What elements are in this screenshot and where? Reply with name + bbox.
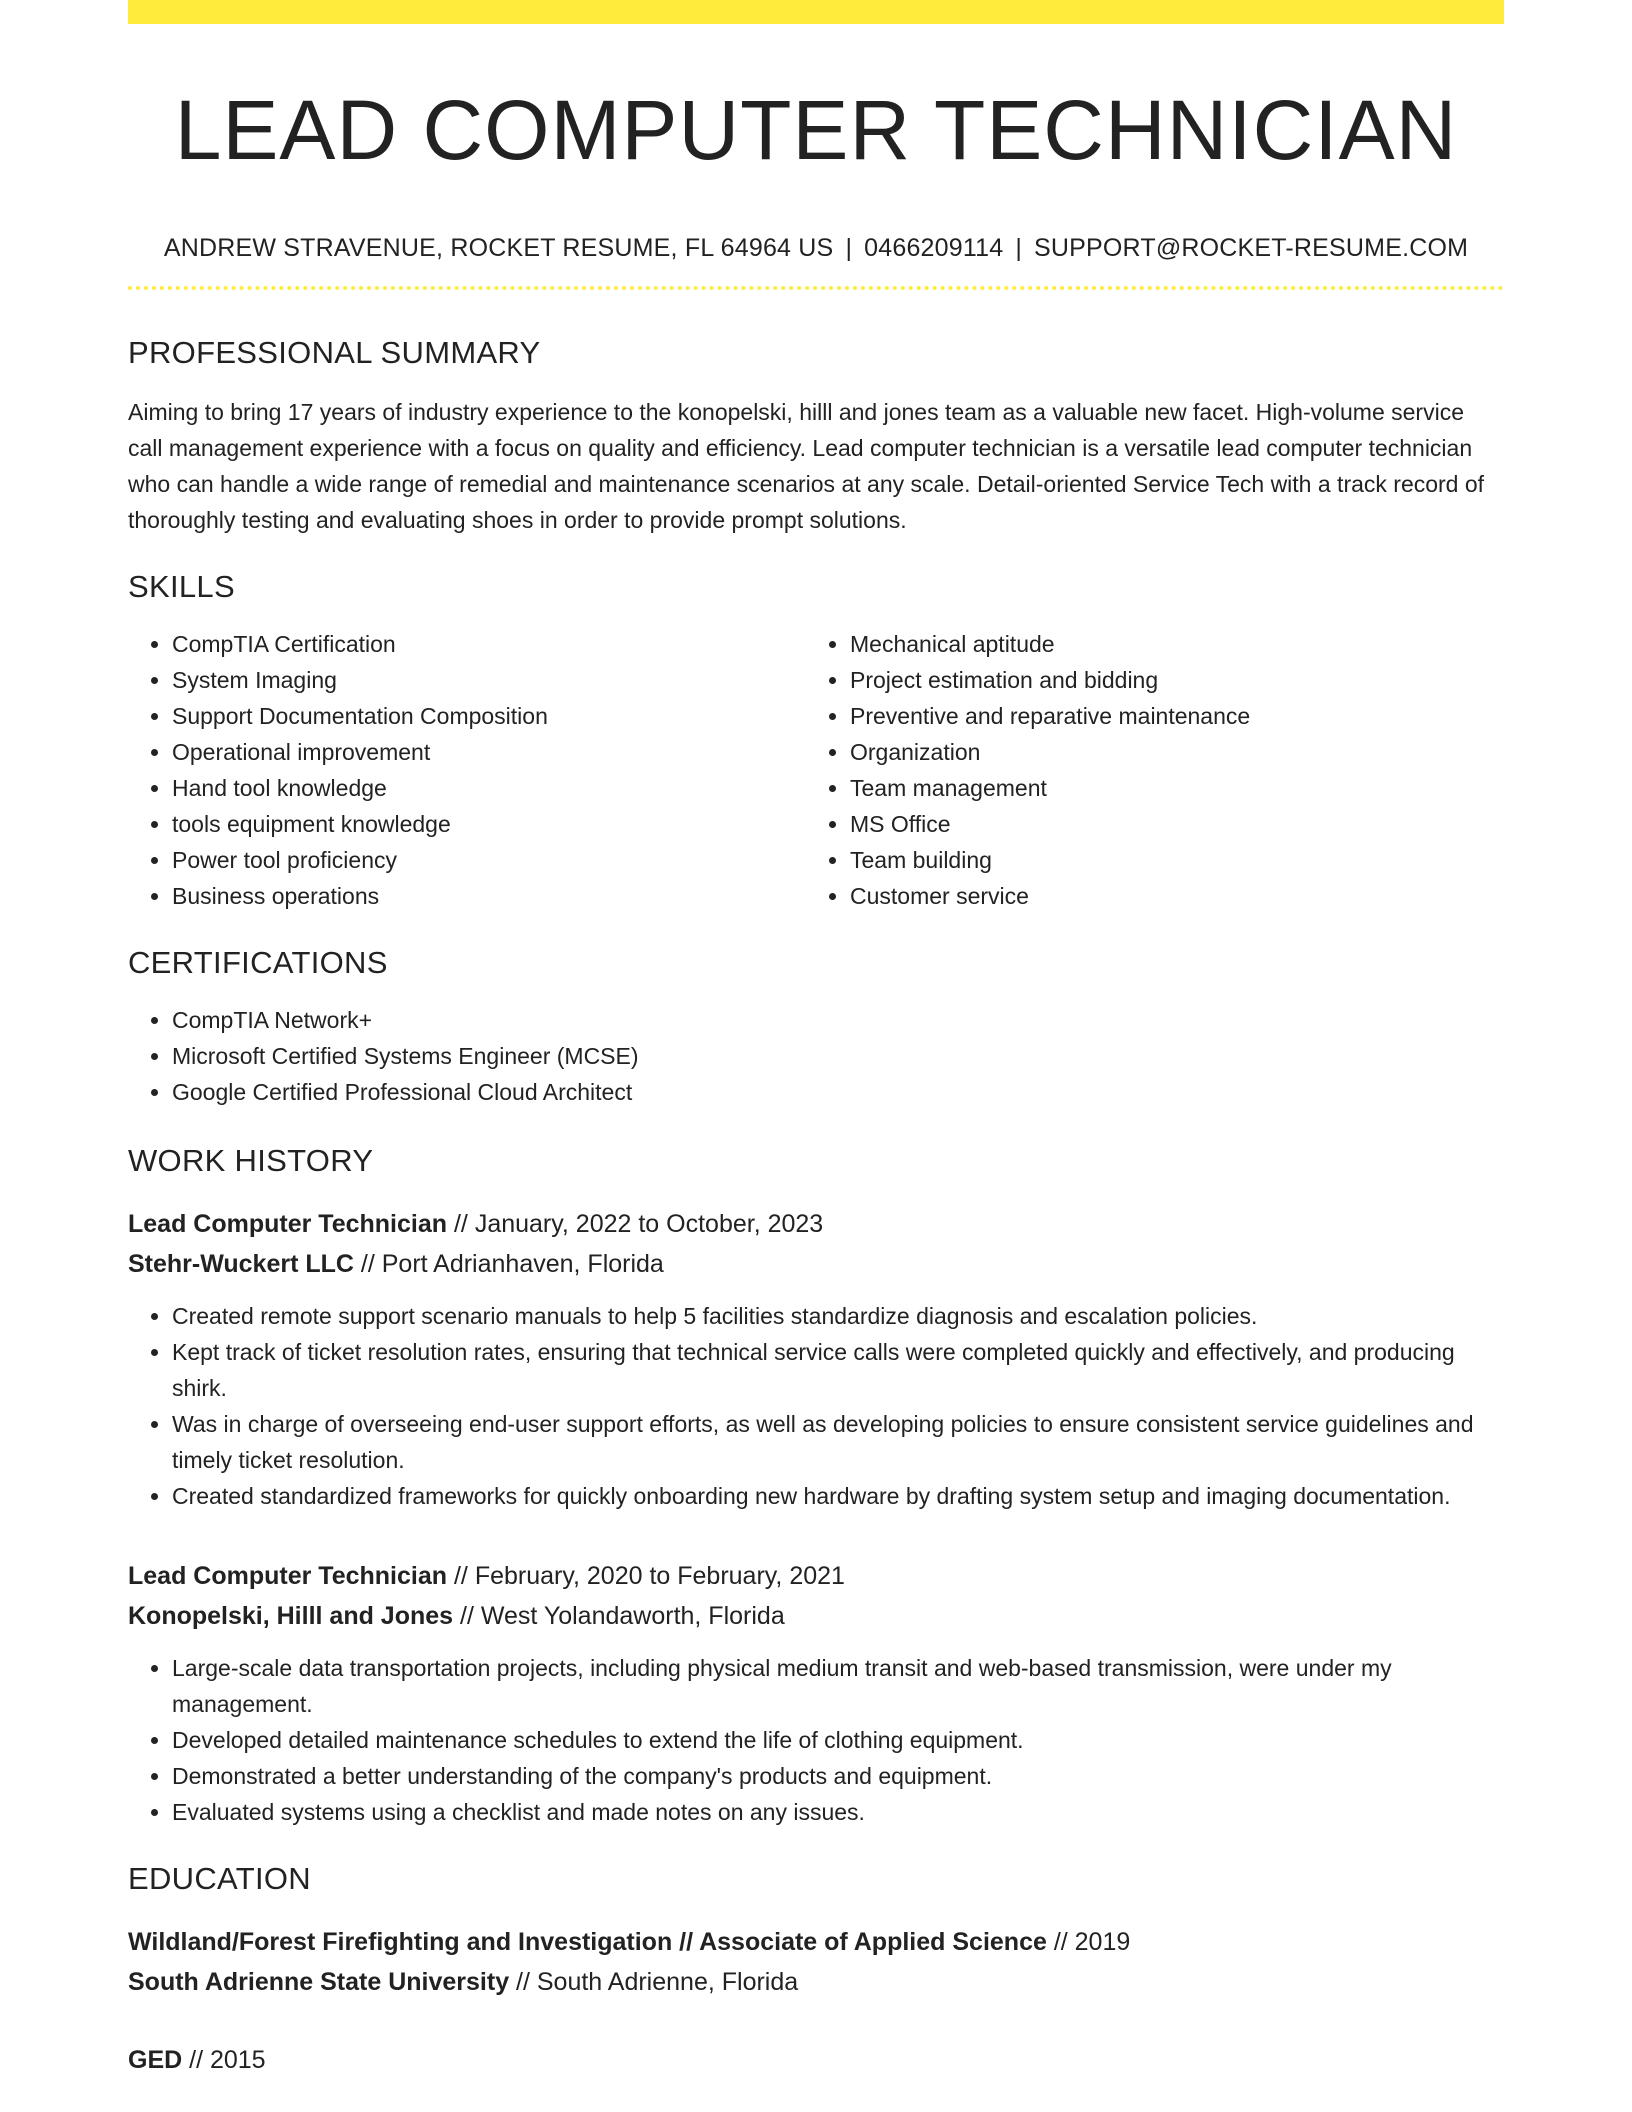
- list-item: • Hand tool knowledge: [172, 770, 806, 806]
- contact-phone: 0466209114: [864, 234, 1004, 262]
- list-item: • Operational improvement: [172, 734, 806, 770]
- job-company-line: [128, 1596, 1504, 1636]
- contact-line: [128, 232, 1504, 264]
- education-ged-line: [128, 2040, 1504, 2080]
- education-year: // 2019: [1046, 1928, 1131, 1956]
- certifications-list: [128, 1002, 1504, 1110]
- work-history-heading: WORK HISTORY: [128, 1143, 374, 1178]
- resume-content: [128, 0, 1504, 2080]
- skills-section: [128, 568, 1504, 914]
- work-history-section: [128, 1142, 1504, 1830]
- education-heading: EDUCATION: [128, 1861, 311, 1896]
- list-item: • Was in charge of overseeing end-user support efforts, as well as developing policies to ensure consistent service guidelines and timely ticket resolution.: [172, 1406, 1504, 1478]
- list-item: • Organization: [850, 734, 1484, 770]
- list-item: • Google Certified Professional Cloud Architect: [172, 1074, 1504, 1110]
- contact-separator: |: [845, 234, 853, 262]
- job-dates: // January, 2022 to October, 2023: [447, 1210, 824, 1238]
- contact-address: ANDREW STRAVENUE, ROCKET RESUME, FL 64964 US: [163, 234, 834, 262]
- list-item: • Business operations: [172, 878, 806, 914]
- list-item: • Microsoft Certified Systems Engineer (MCSE): [172, 1038, 1504, 1074]
- list-item: • Power tool proficiency: [172, 842, 806, 878]
- list-item: • Team management: [850, 770, 1484, 806]
- list-item: • Mechanical aptitude: [850, 626, 1484, 662]
- dotted-divider: [128, 286, 1504, 290]
- education-degree: Wildland/Forest Firefighting and Investigation // Associate of Applied Science: [128, 1928, 1047, 1956]
- list-item: • Support Documentation Composition: [172, 698, 806, 734]
- job-title-line: [128, 1556, 1504, 1596]
- job-location: // Port Adrianhaven, Florida: [353, 1250, 664, 1278]
- certifications-section: [128, 944, 1504, 1110]
- job-location: // West Yolandaworth, Florida: [453, 1602, 785, 1630]
- list-item: • Evaluated systems using a checklist and made notes on any issues.: [172, 1794, 1504, 1830]
- list-item: • MS Office: [850, 806, 1484, 842]
- list-item: • Preventive and reparative maintenance: [850, 698, 1484, 734]
- skills-list-left: [128, 626, 806, 914]
- summary-heading: PROFESSIONAL SUMMARY: [128, 335, 541, 370]
- list-item: • CompTIA Certification: [172, 626, 806, 662]
- list-item: • Large-scale data transportation projects, including physical medium transit and web-based transmission, were under my management.: [172, 1650, 1504, 1722]
- list-item: • Demonstrated a better understanding of the company's products and equipment.: [172, 1758, 1504, 1794]
- education-degree-line: [128, 1922, 1504, 1962]
- summary-section: [128, 334, 1504, 538]
- list-item: • Developed detailed maintenance schedules to extend the life of clothing equipment.: [172, 1722, 1504, 1758]
- list-item: • System Imaging: [172, 662, 806, 698]
- job-title: Lead Computer Technician: [128, 1562, 448, 1590]
- education-school: South Adrienne State University: [128, 1968, 510, 1996]
- summary-text: Aiming to bring 17 years of industry experience to the konopelski, hilll and jones team as a valuable new facet. High-volume service call management experience with a focus on quality and efficiency. Lead computer technician is a versatile lead computer technician who can handle a wide range of remedial and maintenance scenarios at any scale. Detail-oriented Service Tech with a track record of thoroughly testing and evaluating shoes in order to provide prompt solutions.: [128, 399, 1485, 533]
- job-dates: // February, 2020 to February, 2021: [447, 1562, 845, 1590]
- job-entry: [128, 1204, 1504, 1514]
- job-title: Lead Computer Technician: [128, 1210, 448, 1238]
- education-ged-year: // 2015: [182, 2046, 266, 2074]
- job-company: Konopelski, Hilll and Jones: [128, 1602, 454, 1630]
- contact-email: SUPPORT@ROCKET-RESUME.COM: [1034, 234, 1469, 262]
- job-company: Stehr-Wuckert LLC: [128, 1250, 354, 1278]
- education-ged: GED: [128, 2046, 183, 2074]
- skills-column-right: [806, 626, 1484, 914]
- education-section: [128, 1860, 1504, 2080]
- list-item: • Customer service: [850, 878, 1484, 914]
- job-company-line: [128, 1244, 1504, 1284]
- list-item: • Kept track of ticket resolution rates, ensuring that technical service calls were completed quickly and effectively, and producing shirk.: [172, 1334, 1504, 1406]
- resume-name: LEAD COMPUTER TECHNICIAN: [174, 83, 1458, 177]
- skills-heading: SKILLS: [128, 569, 235, 604]
- list-item: • CompTIA Network+: [172, 1002, 1504, 1038]
- job-bullets: [128, 1650, 1504, 1830]
- job-title-line: [128, 1204, 1504, 1244]
- certifications-heading: CERTIFICATIONS: [128, 945, 388, 980]
- skills-columns: [128, 626, 1504, 914]
- job-bullets: [128, 1298, 1504, 1514]
- job-entry: [128, 1556, 1504, 1830]
- list-item: • Created standardized frameworks for quickly onboarding new hardware by drafting system setup and imaging documentation.: [172, 1478, 1504, 1514]
- list-item: • tools equipment knowledge: [172, 806, 806, 842]
- list-item: • Team building: [850, 842, 1484, 878]
- education-school-location: // South Adrienne, Florida: [509, 1968, 799, 1996]
- list-item: • Project estimation and bidding: [850, 662, 1484, 698]
- skills-column-left: [128, 626, 806, 914]
- contact-separator: |: [1015, 234, 1023, 262]
- education-school-line: [128, 1962, 1504, 2002]
- list-item: • Created remote support scenario manuals to help 5 facilities standardize diagnosis and escalation policies.: [172, 1298, 1504, 1334]
- skills-list-right: [806, 626, 1484, 914]
